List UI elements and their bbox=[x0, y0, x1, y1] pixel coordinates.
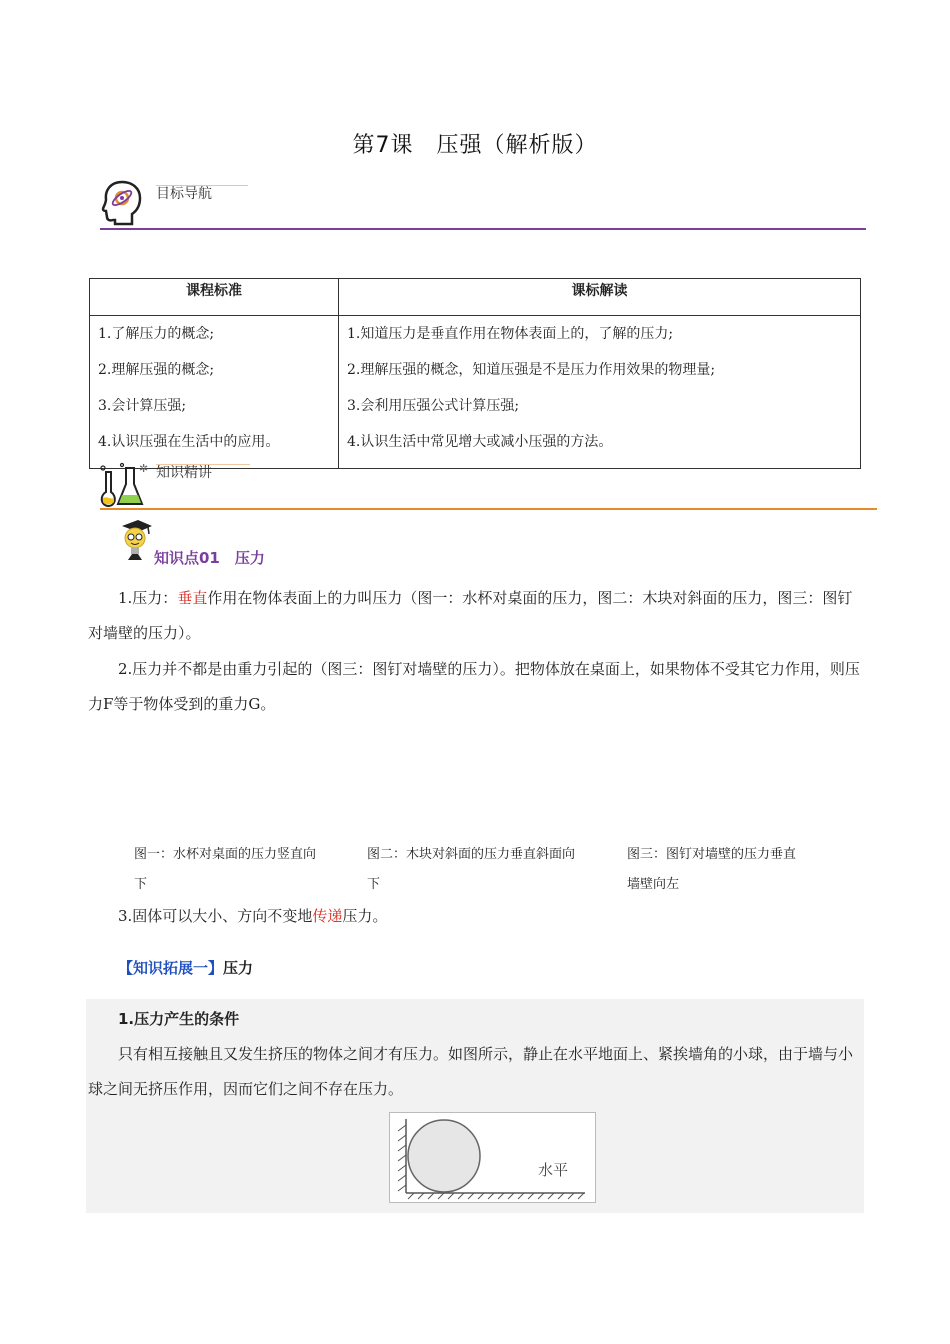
table-header-interpretation: 课标解读 bbox=[339, 279, 861, 316]
list-item: 1.了解压力的概念; bbox=[98, 326, 215, 342]
list-item: 2.理解压强的概念; bbox=[98, 362, 215, 378]
paragraph-1-rest: 作用在物体表面上的力叫压力（图一：水杯对桌面的压力，图二：木块对斜面的压力，图三：图钉对墙壁的压力）。 bbox=[88, 589, 853, 642]
caption-line: 墙壁向左 bbox=[627, 877, 680, 892]
extension-bracket: 【知识拓展一】 bbox=[118, 959, 224, 977]
table-row bbox=[90, 316, 861, 469]
extension-box bbox=[86, 999, 864, 1213]
list-item: 3.会计算压强; bbox=[98, 398, 187, 414]
caption-line: 图二：木块对斜面的压力垂直斜面向 bbox=[367, 847, 576, 862]
ball-corner-figure bbox=[389, 1112, 596, 1203]
list-item: 1.知道压力是垂直作用在物体表面上的，了解的压力; bbox=[347, 326, 674, 342]
figure-label-horizontal: 水平 bbox=[538, 1161, 569, 1179]
bulb-teacher-icon bbox=[118, 518, 154, 562]
box-heading: 1.压力产生的条件 bbox=[118, 1010, 240, 1028]
page-title: 第7课 压强（解析版） bbox=[352, 133, 598, 158]
sparkle-icon: ✲ bbox=[139, 462, 149, 475]
figure-caption-2 bbox=[367, 840, 617, 900]
list-item: 3.会利用压强公式计算压强; bbox=[347, 398, 520, 414]
caption-line: 图一：水杯对桌面的压力竖直向 bbox=[134, 847, 317, 862]
section-label-knowledge: 知识精讲 bbox=[156, 465, 212, 481]
caption-line: 下 bbox=[367, 877, 381, 892]
highlight-vertical: 垂直 bbox=[177, 589, 208, 607]
paragraph-3-lead: 3.固体可以大小、方向不变地 bbox=[118, 907, 313, 925]
paragraph-1 bbox=[88, 581, 866, 651]
knowledge-point-title: 知识点01 压力 bbox=[154, 549, 265, 567]
section-rule bbox=[100, 508, 877, 510]
list-item: 2.理解压强的概念，知道压强是不是压力作用效果的物理量; bbox=[347, 362, 716, 378]
caption-line: 下 bbox=[134, 877, 148, 892]
extension-title: 压力 bbox=[223, 959, 254, 977]
section-label-goals: 目标导航 bbox=[156, 186, 212, 202]
standards-table bbox=[89, 278, 861, 469]
table-header-row bbox=[90, 279, 861, 316]
figure-caption-3 bbox=[627, 840, 852, 900]
list-item: 4.认识压强在生活中的应用。 bbox=[98, 434, 280, 450]
head-gears-icon bbox=[100, 178, 144, 226]
paragraph-3-rest: 压力。 bbox=[342, 907, 388, 925]
paragraph-3 bbox=[88, 899, 866, 934]
paragraph-1-lead: 1.压力： bbox=[118, 589, 178, 607]
list-item: 4.认识生活中常见增大或减小压强的方法。 bbox=[347, 434, 613, 450]
figure-caption-1 bbox=[134, 840, 359, 900]
table-header-standard: 课程标准 bbox=[90, 279, 339, 316]
section-underline bbox=[156, 464, 250, 465]
extension-heading bbox=[118, 957, 253, 978]
section-rule bbox=[100, 228, 866, 230]
box-text: 只有相互接触且又发生挤压的物体之间才有压力。如图所示，静止在水平地面上、紧挨墙角的小球，由于墙与小球之间无挤压作用，因而它们之间不存在压力。 bbox=[88, 1045, 854, 1098]
section-underline bbox=[156, 185, 248, 186]
table-cell-interpretation bbox=[339, 316, 861, 469]
highlight-transfer: 传递 bbox=[312, 907, 343, 925]
caption-line: 图三：图钉对墙壁的压力垂直 bbox=[627, 847, 797, 862]
paragraph-2: 2.压力并不都是由重力引起的（图三：图钉对墙壁的压力）。把物体放在桌面上，如果物体不受其它力作用，则压力F等于物体受到的重力G。 bbox=[88, 660, 860, 713]
table-cell-standards bbox=[90, 316, 339, 469]
